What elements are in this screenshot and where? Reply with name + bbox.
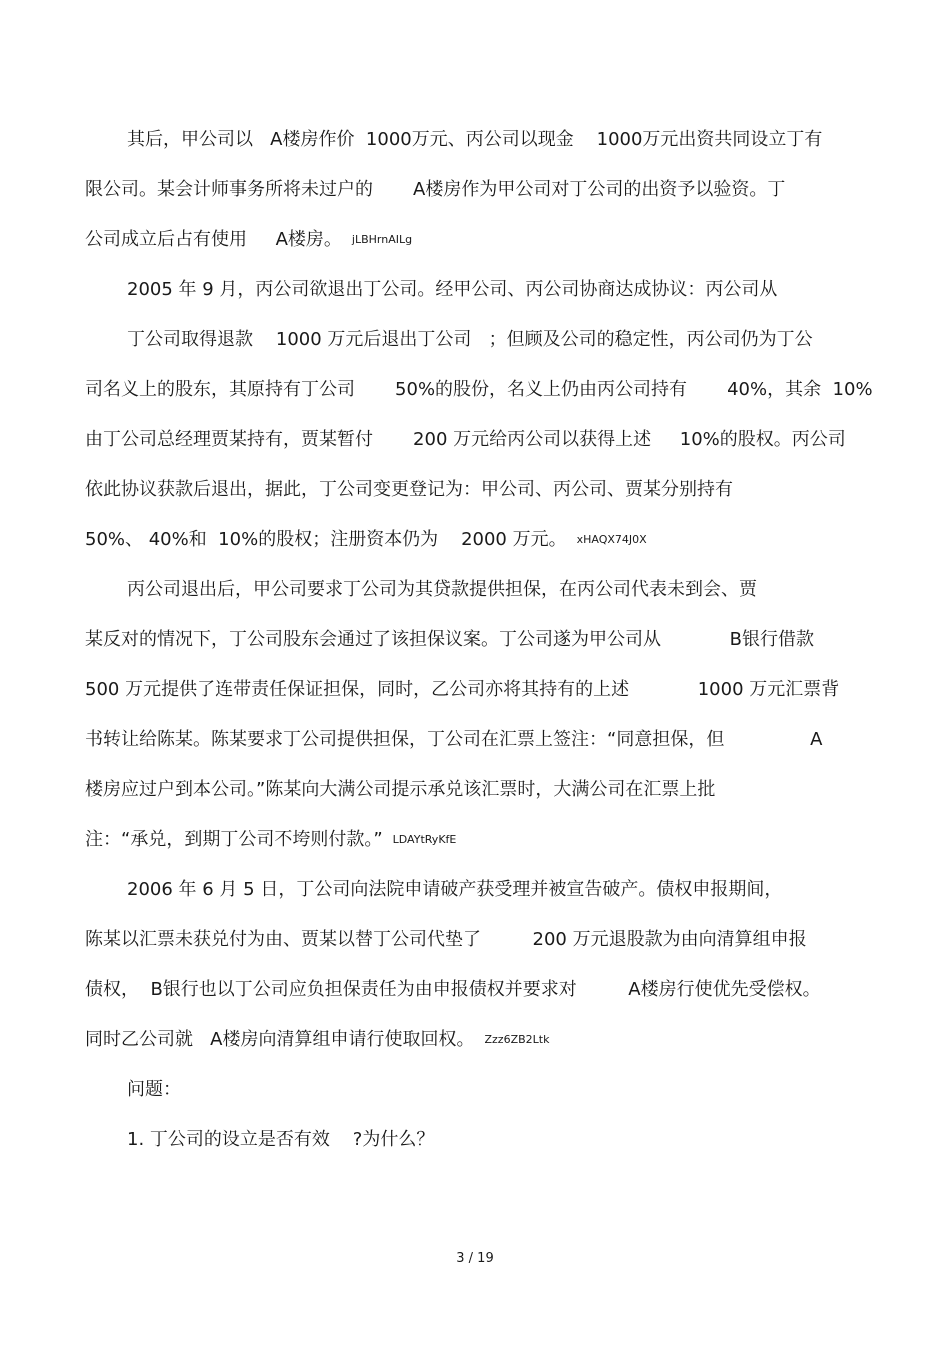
document-code: jLBHrnAILg — [351, 233, 413, 246]
line-text: 依此协议获款后退出，据此，丁公司变更登记为：甲公司、丙公司、贾某分别持有 — [85, 479, 733, 500]
text-line — [127, 278, 777, 302]
document-code: Zzz6ZB2Ltk — [484, 1033, 550, 1046]
text-line — [85, 828, 456, 852]
text-line — [127, 128, 822, 152]
text-line — [85, 678, 839, 702]
text-line — [85, 628, 814, 652]
line-text: 2005 年 9 月，丙公司欲退出丁公司。经甲公司、丙公司协商达成协议：丙公司从 — [127, 279, 778, 300]
text-line — [85, 228, 412, 252]
text-line — [127, 328, 813, 352]
line-text: 注：“承兑，到期丁公司不垮则付款。” — [85, 829, 383, 850]
line-text: 楼房应过户到本公司。”陈某向大满公司提示承兑该汇票时，大满公司在汇票上批 — [85, 779, 716, 800]
text-line — [85, 978, 821, 1002]
line-text: 公司成立后占有使用 A楼房。 — [85, 229, 342, 250]
line-text: 丙公司退出后，甲公司要求丁公司为其贷款提供担保，在丙公司代表未到会、贾 — [127, 579, 757, 600]
document-code: LDAYtRyKfE — [392, 833, 457, 846]
section-heading — [127, 1078, 181, 1102]
line-text: 问题： — [127, 1079, 181, 1100]
text-line — [85, 728, 822, 752]
question-item — [127, 1128, 434, 1152]
text-line — [85, 928, 807, 952]
line-text: 陈某以汇票未获兑付为由、贾某以替丁公司代垫了 200 万元退股款为由向清算组申报 — [85, 929, 807, 950]
text-line — [85, 478, 733, 502]
line-text: 限公司。某会计师事务所将未过户的 A楼房作为甲公司对丁公司的出资予以验资。丁 — [85, 179, 786, 200]
document-code: xHAQX74J0X — [576, 533, 647, 546]
line-text: 其后，甲公司以 A楼房作价 1000万元、丙公司以现金 1000万元出资共同设立丁有 — [127, 129, 823, 150]
line-text: 书转让给陈某。陈某要求丁公司提供担保，丁公司在汇票上签注：“同意担保，但 A — [85, 729, 823, 750]
text-line — [85, 778, 715, 802]
text-line — [85, 528, 647, 552]
text-line — [85, 378, 873, 402]
line-text: 由丁公司总经理贾某持有，贾某暂付 200 万元给丙公司以获得上述 10%的股权。丙公司 — [85, 429, 846, 450]
line-text: 2006 年 6 月 5 日，丁公司向法院申请破产获受理并被宣告破产。债权申报期间， — [127, 879, 783, 900]
line-text: 某反对的情况下，丁公司股东会通过了该担保议案。丁公司遂为甲公司从 B银行借款 — [85, 629, 815, 650]
line-text: 500 万元提供了连带责任保证担保，同时，乙公司亦将其持有的上述 1000 万元汇票背 — [85, 679, 840, 700]
text-line — [127, 578, 757, 602]
text-line — [127, 878, 782, 902]
line-text: 司名义上的股东，其原持有丁公司 50%的股份，名义上仍由丙公司持有 40%，其余 10% — [85, 379, 873, 400]
page-number: 3 / 19 — [456, 1251, 494, 1266]
line-text: 1. 丁公司的设立是否有效 ?为什么？ — [127, 1129, 435, 1150]
line-text: 50%、 40%和 10%的股权；注册资本仍为 2000 万元。 — [85, 529, 567, 550]
text-line — [85, 1028, 549, 1052]
line-text: 同时乙公司就 A楼房向清算组申请行使取回权。 — [85, 1029, 475, 1050]
line-text: 丁公司取得退款 1000 万元后退出丁公司 ；但顾及公司的稳定性，丙公司仍为丁公 — [127, 329, 813, 350]
text-line — [85, 428, 846, 452]
line-text: 债权， B银行也以丁公司应负担保责任为由申报债权并要求对 A楼房行使优先受偿权。 — [85, 979, 821, 1000]
text-line — [85, 178, 785, 202]
